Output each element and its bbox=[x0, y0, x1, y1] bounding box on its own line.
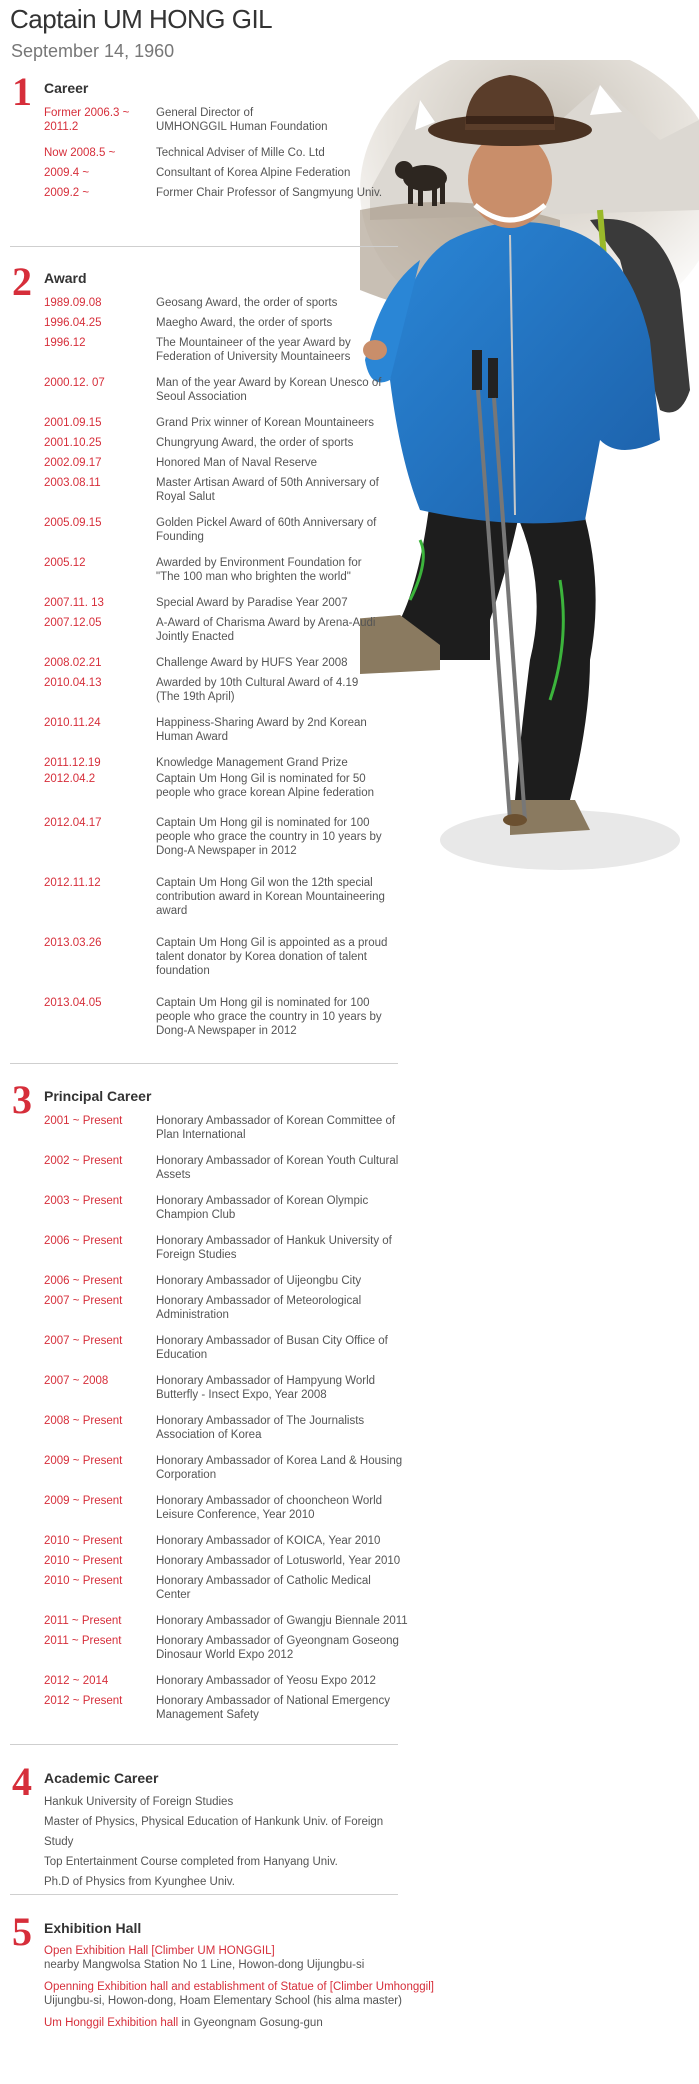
item-desc: Captain Um Hong Gil is appointed as a proud talent donator by Korea donation of talent foundation bbox=[156, 937, 388, 977]
exhibition-hall-section bbox=[10, 1909, 434, 2072]
mountaineer-photo bbox=[360, 60, 699, 880]
item-desc: Honorary Ambassador of Hankuk University of Foreign Studies bbox=[156, 1235, 392, 1261]
item-desc: Honorary Ambassador of Lotusworld, Year 2010 bbox=[156, 1555, 401, 1567]
item-date: 2012.04.2 bbox=[44, 773, 96, 785]
divider bbox=[10, 246, 398, 247]
item-date: 2006 ~ Present bbox=[44, 1235, 123, 1247]
item-desc: Honorary Ambassador of Korean Youth Cultural Assets bbox=[156, 1155, 399, 1181]
item-date: 2013.04.05 bbox=[44, 997, 102, 1009]
principal-career-title: Principal Career bbox=[44, 1088, 152, 1104]
academic-list bbox=[44, 1792, 398, 1892]
item-date: 2007 ~ Present bbox=[44, 1295, 123, 1307]
item-date: 2010 ~ Present bbox=[44, 1555, 123, 1567]
item-desc: Honorary Ambassador of Korean Olympic Champion Club bbox=[156, 1195, 369, 1221]
item-date: 2001 ~ Present bbox=[44, 1115, 123, 1127]
career-section bbox=[10, 69, 398, 242]
item-desc: Honorary Ambassador of Uijeongbu City bbox=[156, 1275, 362, 1287]
item-date: 2011 ~ Present bbox=[44, 1615, 122, 1627]
blue-jacket bbox=[390, 222, 660, 523]
award-section bbox=[10, 259, 398, 1042]
item-desc: A-Award of Charisma Award by Arena-Audi Jointly Enacted bbox=[156, 617, 376, 643]
item-desc: Awarded by Environment Foundation for "The 100 man who brighten the world" bbox=[156, 557, 362, 583]
item-desc: Technical Adviser of Mille Co. Ltd bbox=[156, 147, 325, 159]
principal-career-section bbox=[10, 1077, 408, 1730]
item-desc: Golden Pickel Award of 60th Anniversary of Founding bbox=[156, 517, 377, 543]
item-desc: Happiness-Sharing Award by 2nd Korean Human Award bbox=[156, 717, 367, 743]
item-date: 2008.02.21 bbox=[44, 657, 102, 669]
item-desc: Honorary Ambassador of Gwangju Biennale 2011 bbox=[156, 1615, 408, 1627]
item-date: Now 2008.5 ~ bbox=[44, 147, 116, 159]
item-desc: Honorary Ambassador of choonchеon World Leisure Conference, Year 2010 bbox=[156, 1495, 383, 1521]
item-date: 2009.2 ~ bbox=[44, 187, 90, 199]
item-desc: Knowledge Management Grand Prize bbox=[156, 757, 348, 769]
item-desc: Honorary Ambassador of Yeosu Expo 2012 bbox=[156, 1675, 376, 1687]
item-date: 2003.08.11 bbox=[44, 477, 101, 489]
academic-career-title: Academic Career bbox=[44, 1770, 159, 1786]
page-title: Captain UM HONG GIL bbox=[10, 4, 273, 34]
career-title: Career bbox=[44, 80, 89, 96]
item-date: 2012.11.12 bbox=[44, 877, 101, 889]
item-desc: Honored Man of Naval Reserve bbox=[156, 457, 318, 469]
item-date: 2010.04.13 bbox=[44, 677, 102, 689]
divider bbox=[10, 1063, 398, 1064]
item-date: 2011.12.19 bbox=[44, 757, 101, 769]
item-date: 2012 ~ Present bbox=[44, 1695, 123, 1707]
item-date: 2007.12.05 bbox=[44, 617, 102, 629]
face bbox=[468, 132, 552, 228]
item-date: 2012 ~ 2014 bbox=[44, 1675, 109, 1687]
item-date: 2011 ~ Present bbox=[44, 1635, 122, 1647]
birth-date: September 14, 1960 bbox=[11, 41, 175, 61]
exhibition-link[interactable]: Open Exhibition Hall [Climber UM HONGGIL] bbox=[44, 1945, 275, 1957]
list-item bbox=[44, 1980, 444, 2008]
item-desc: Geosang Award, the order of sports bbox=[156, 297, 338, 309]
item-date: 2008 ~ Present bbox=[44, 1415, 123, 1427]
list-item: Top Entertainment Course completed from Hanyang Univ. bbox=[44, 1856, 338, 1868]
item-desc: Man of the year Award by Korean Unesco of Seoul Association bbox=[156, 377, 382, 403]
section-number-3: 3 bbox=[12, 1077, 32, 1122]
item-date: 2010.11.24 bbox=[44, 717, 101, 729]
item-date: 2005.12 bbox=[44, 557, 86, 569]
item-date: 1989.09.08 bbox=[44, 297, 102, 309]
list-item: Master of Physics, Physical Education of Hankunk Univ. of Foreign Study bbox=[44, 1816, 384, 1848]
item-date: 2006 ~ Present bbox=[44, 1275, 123, 1287]
item-desc: Honorary Ambassador of Hampyung World Butterfly - Insect Expo, Year 2008 bbox=[156, 1375, 376, 1401]
item-desc: Honorary Ambassador of Catholic Medical Center bbox=[156, 1575, 371, 1601]
profile-header bbox=[10, 0, 272, 62]
exhibition-location: nearby Mangwolsa Station No 1 Line, Howon-dong Uijungbu-si bbox=[44, 1959, 365, 1971]
item-date: 2002 ~ Present bbox=[44, 1155, 123, 1167]
item-desc: Captain Um Hong gil is nominated for 100 people who grace the country in 10 years by Dong-A Newspaper in 2012 bbox=[156, 817, 382, 857]
item-date: 2003 ~ Present bbox=[44, 1195, 123, 1207]
item-desc: The Mountaineer of the year Award by Federation of University Mountaineers bbox=[156, 337, 351, 363]
item-desc: Honorary Ambassador of Korea Land & Housing Corporation bbox=[156, 1455, 403, 1481]
section-number-5: 5 bbox=[12, 1909, 32, 1954]
item-desc: Honorary Ambassador of KOICA, Year 2010 bbox=[156, 1535, 381, 1547]
item-desc: Captain Um Hong Gil is nominated for 50 people who grace korean Alpine federation bbox=[156, 773, 375, 799]
item-date: 2002.09.17 bbox=[44, 457, 102, 469]
item-desc: Consultant of Korea Alpine Federation bbox=[156, 167, 351, 179]
exhibition-hall-title: Exhibition Hall bbox=[44, 1920, 142, 1936]
section-number-2: 2 bbox=[12, 259, 32, 304]
item-date: 2001.10.25 bbox=[44, 437, 102, 449]
item-date: 2009 ~ Present bbox=[44, 1455, 123, 1467]
exhibition-location: Uijungbu-si, Howon-dong, Hoam Elementary School (his alma master) bbox=[44, 1995, 402, 2007]
list-item: Ph.D of Physics from Kyunghee Univ. bbox=[44, 1876, 235, 1888]
item-date: 1996.12 bbox=[44, 337, 86, 349]
divider bbox=[10, 1894, 398, 1895]
item-desc: Special Award by Paradise Year 2007 bbox=[156, 597, 348, 609]
item-date: 2010 ~ Present bbox=[44, 1535, 123, 1547]
item-desc: Captain Um Hong Gil won the 12th special contribution award in Korean Mountaineering award bbox=[156, 877, 385, 917]
list-item: Hankuk University of Foreign Studies bbox=[44, 1796, 234, 1808]
item-desc: Former Chair Professor of Sangmyung Univ. bbox=[156, 187, 383, 199]
item-desc: Captain Um Hong gil is nominated for 100 people who grace the country in 10 years by Dong-A Newspaper in 2012 bbox=[156, 997, 382, 1037]
item-desc: Chungryung Award, the order of sports bbox=[156, 437, 354, 449]
item-desc: Challenge Award by HUFS Year 2008 bbox=[156, 657, 348, 669]
item-date: 1996.04.25 bbox=[44, 317, 102, 329]
divider bbox=[10, 1744, 398, 1745]
item-date: 2001.09.15 bbox=[44, 417, 102, 429]
item-desc: Honorary Ambassador of Korean Committee of Plan International bbox=[156, 1115, 396, 1141]
exhibition-location: in Gyeongnam Gosung-gun bbox=[178, 2017, 323, 2029]
item-date: 2010 ~ Present bbox=[44, 1575, 123, 1587]
item-desc: Honorary Ambassador of Meteorological Administration bbox=[156, 1295, 362, 1321]
item-date: 2013.03.26 bbox=[44, 937, 102, 949]
exhibition-link[interactable]: Um Honggil Exhibition hall bbox=[44, 2017, 179, 2029]
item-desc: Honorary Ambassador of Gyeongnam Goseong Dinosaur World Expo 2012 bbox=[156, 1635, 399, 1661]
section-number-1: 1 bbox=[12, 69, 32, 114]
award-title: Award bbox=[44, 270, 87, 286]
item-desc: Master Artisan Award of 50th Anniversary of Royal Salut bbox=[156, 477, 379, 503]
item-date: 2012.04.17 bbox=[44, 817, 102, 829]
item-desc: Honorary Ambassador of The Journalists Association of Korea bbox=[156, 1415, 365, 1441]
item-desc: General Director of UMHONGGIL Human Foundation bbox=[156, 107, 328, 133]
item-desc: Maegho Award, the order of sports bbox=[156, 317, 333, 329]
list-item bbox=[44, 1944, 444, 1972]
item-date: 2007 ~ Present bbox=[44, 1335, 123, 1347]
item-desc: Honorary Ambassador of Busan City Office of Education bbox=[156, 1335, 388, 1361]
item-date: Former 2006.3 ~ 2011.2 bbox=[44, 107, 130, 133]
item-desc: Honorary Ambassador of National Emergency Management Safety bbox=[156, 1695, 390, 1721]
item-date: 2000.12. 07 bbox=[44, 377, 105, 389]
item-date: 2007.11. 13 bbox=[44, 597, 104, 609]
list-item bbox=[44, 2016, 444, 2030]
item-date: 2009.4 ~ bbox=[44, 167, 90, 179]
right-leg bbox=[510, 500, 596, 800]
item-date: 2005.09.15 bbox=[44, 517, 102, 529]
item-date: 2007 ~ 2008 bbox=[44, 1375, 109, 1387]
item-date: 2009 ~ Present bbox=[44, 1495, 123, 1507]
exhibition-link[interactable]: Openning Exhibition hall and establishment of Statue of [Climber Umhonggil] bbox=[44, 1981, 434, 1993]
exhibition-list bbox=[44, 1944, 444, 2030]
item-desc: Grand Prix winner of Korean Mountaineers bbox=[156, 417, 374, 429]
academic-career-section bbox=[10, 1759, 398, 1892]
mountaineer-illustration bbox=[360, 60, 699, 880]
section-number-4: 4 bbox=[12, 1759, 32, 1804]
item-desc: Awarded by 10th Cultural Award of 4.19 (The 19th April) bbox=[156, 677, 359, 703]
